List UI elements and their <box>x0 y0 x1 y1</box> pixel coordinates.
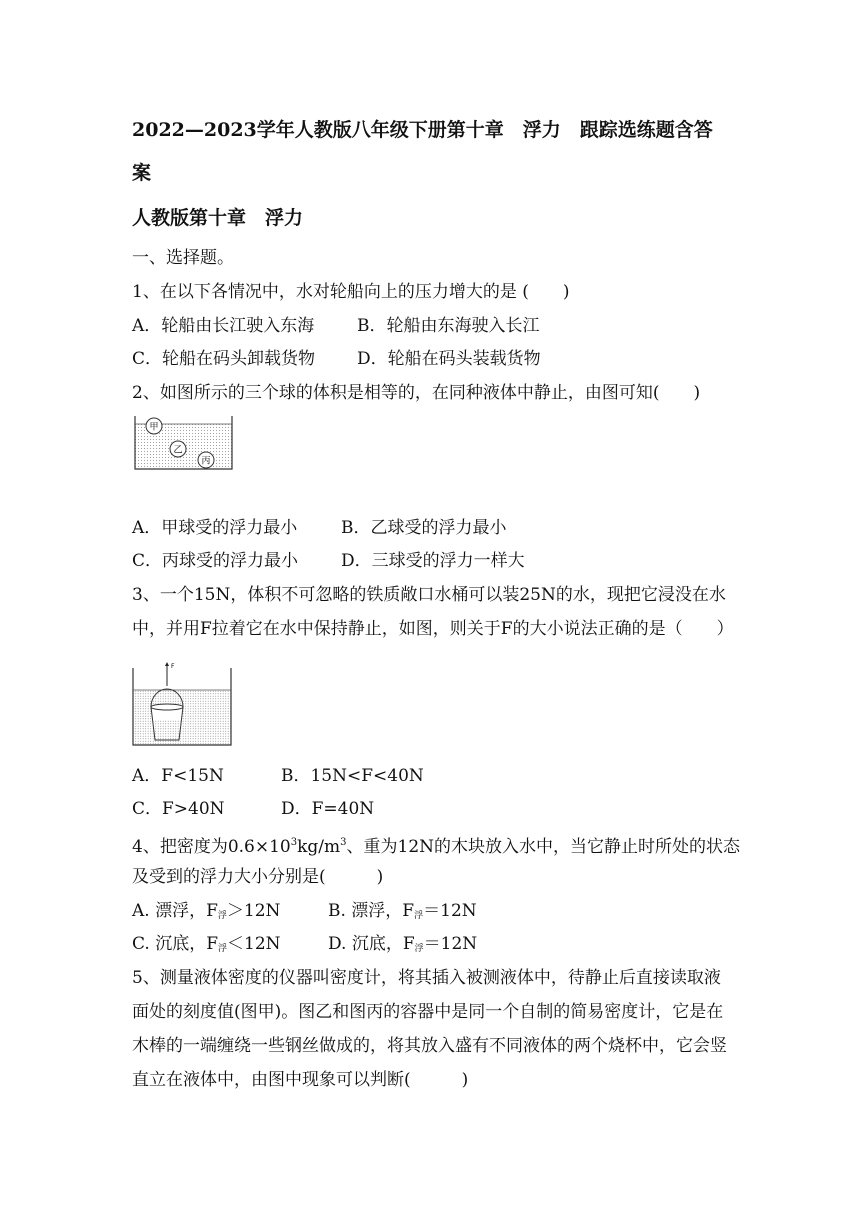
q4-stem-part-1: 4、把密度为0.6×10 <box>132 837 291 857</box>
q5-line-4: 直立在液体中，由图中现象可以判断( ) <box>132 1070 469 1090</box>
q4-unit-exponent: 3 <box>340 837 347 848</box>
q4-stem-part-2: 、重为12N的木块放入水中，当它静止时所处的状态 <box>346 837 741 857</box>
q4-a-value: ＞12N <box>226 901 281 921</box>
q1-option-d: D．轮船在码头装载货物 <box>357 349 541 369</box>
q3-stem-line-1: 3、一个15N，体积不可忽略的铁质敞口水桶可以装25N的水，现把它浸没在水 <box>132 585 726 605</box>
force-label: F <box>171 663 175 670</box>
q4-stem-unit: kg/m <box>297 837 341 857</box>
q4-b-value: ＝12N <box>423 901 477 921</box>
ball-bing-label: 丙 <box>201 456 211 467</box>
q4-d-subscript: 浮 <box>414 944 424 954</box>
q2-stem: 2、如图所示的三个球的体积是相等的，在同种液体中静止，由图可知( ) <box>132 383 701 403</box>
section-heading: 人教版第十章 浮力 <box>132 207 304 229</box>
q2-option-c: C．丙球受的浮力最小 <box>132 551 299 571</box>
q5-line-1: 5、测量液体密度的仪器叫密度计，将其插入被测液体中，待静止后直接读取液 <box>132 968 721 988</box>
q5-line-2: 面处的刻度值(图甲)。图乙和图丙的容器中是同一个自制的简易密度计，它是在 <box>132 1002 724 1022</box>
q4-exponent: 3 <box>290 837 298 848</box>
q3-option-d: D．F=40N <box>281 799 375 819</box>
title-line-2: 案 <box>132 162 152 184</box>
q1-option-c: C．轮船在码头卸载货物 <box>132 349 316 369</box>
q5-line-3: 木棒的一端缠绕一些钢丝做成的，将其放入盛有不同液体的两个烧杯中，它会竖 <box>132 1036 727 1056</box>
q4-a-text: A. 漂浮，F <box>132 901 218 921</box>
q4-stem-line-1 <box>132 832 740 858</box>
q4-c-subscript: 浮 <box>218 944 228 954</box>
bucket-figure <box>132 660 233 746</box>
title-line-1: 2022—2023学年人教版八年级下册第十章 浮力 跟踪选练题含答 <box>132 119 713 141</box>
q4-option-d <box>328 933 477 960</box>
part-heading: 一、选择题。 <box>132 248 234 268</box>
q4-b-subscript: 浮 <box>414 911 424 921</box>
ball-jia-label: 甲 <box>149 422 159 433</box>
q4-a-subscript: 浮 <box>217 911 227 921</box>
q4-c-value: ＜12N <box>227 934 281 954</box>
q3-stem-line-2: 中，并用F拉着它在水中保持静止，如图，则关于F的大小说法正确的是（ ） <box>132 619 734 639</box>
q4-option-b <box>328 900 477 927</box>
q1-option-b: B．轮船由东海驶入长江 <box>357 316 540 336</box>
q3-option-b: B．15N<F<40N <box>281 766 424 786</box>
q4-stem-line-2: 及受到的浮力大小分别是( ) <box>132 867 384 887</box>
q2-option-d: D．三球受的浮力一样大 <box>341 551 525 571</box>
q2-option-b: B．乙球受的浮力最小 <box>341 518 507 538</box>
q3-option-a: A．F<15N <box>132 766 224 786</box>
q4-d-value: ＝12N <box>423 934 478 954</box>
q4-b-text: B. 漂浮，F <box>328 901 415 921</box>
q4-option-c <box>132 933 281 960</box>
q3-option-c: C．F>40N <box>132 799 225 819</box>
three-balls-figure <box>134 414 234 470</box>
q4-c-text: C. 沉底，F <box>132 934 219 954</box>
ball-yi-label: 乙 <box>173 445 183 456</box>
q1-stem: 1、在以下各情况中，水对轮船向上的压力增大的是 ( ) <box>132 282 570 302</box>
q4-option-a <box>132 900 280 927</box>
q2-option-a: A．甲球受的浮力最小 <box>132 518 298 538</box>
q4-d-text: D. 沉底，F <box>328 934 415 954</box>
q1-option-a: A．轮船由长江驶入东海 <box>132 316 315 336</box>
